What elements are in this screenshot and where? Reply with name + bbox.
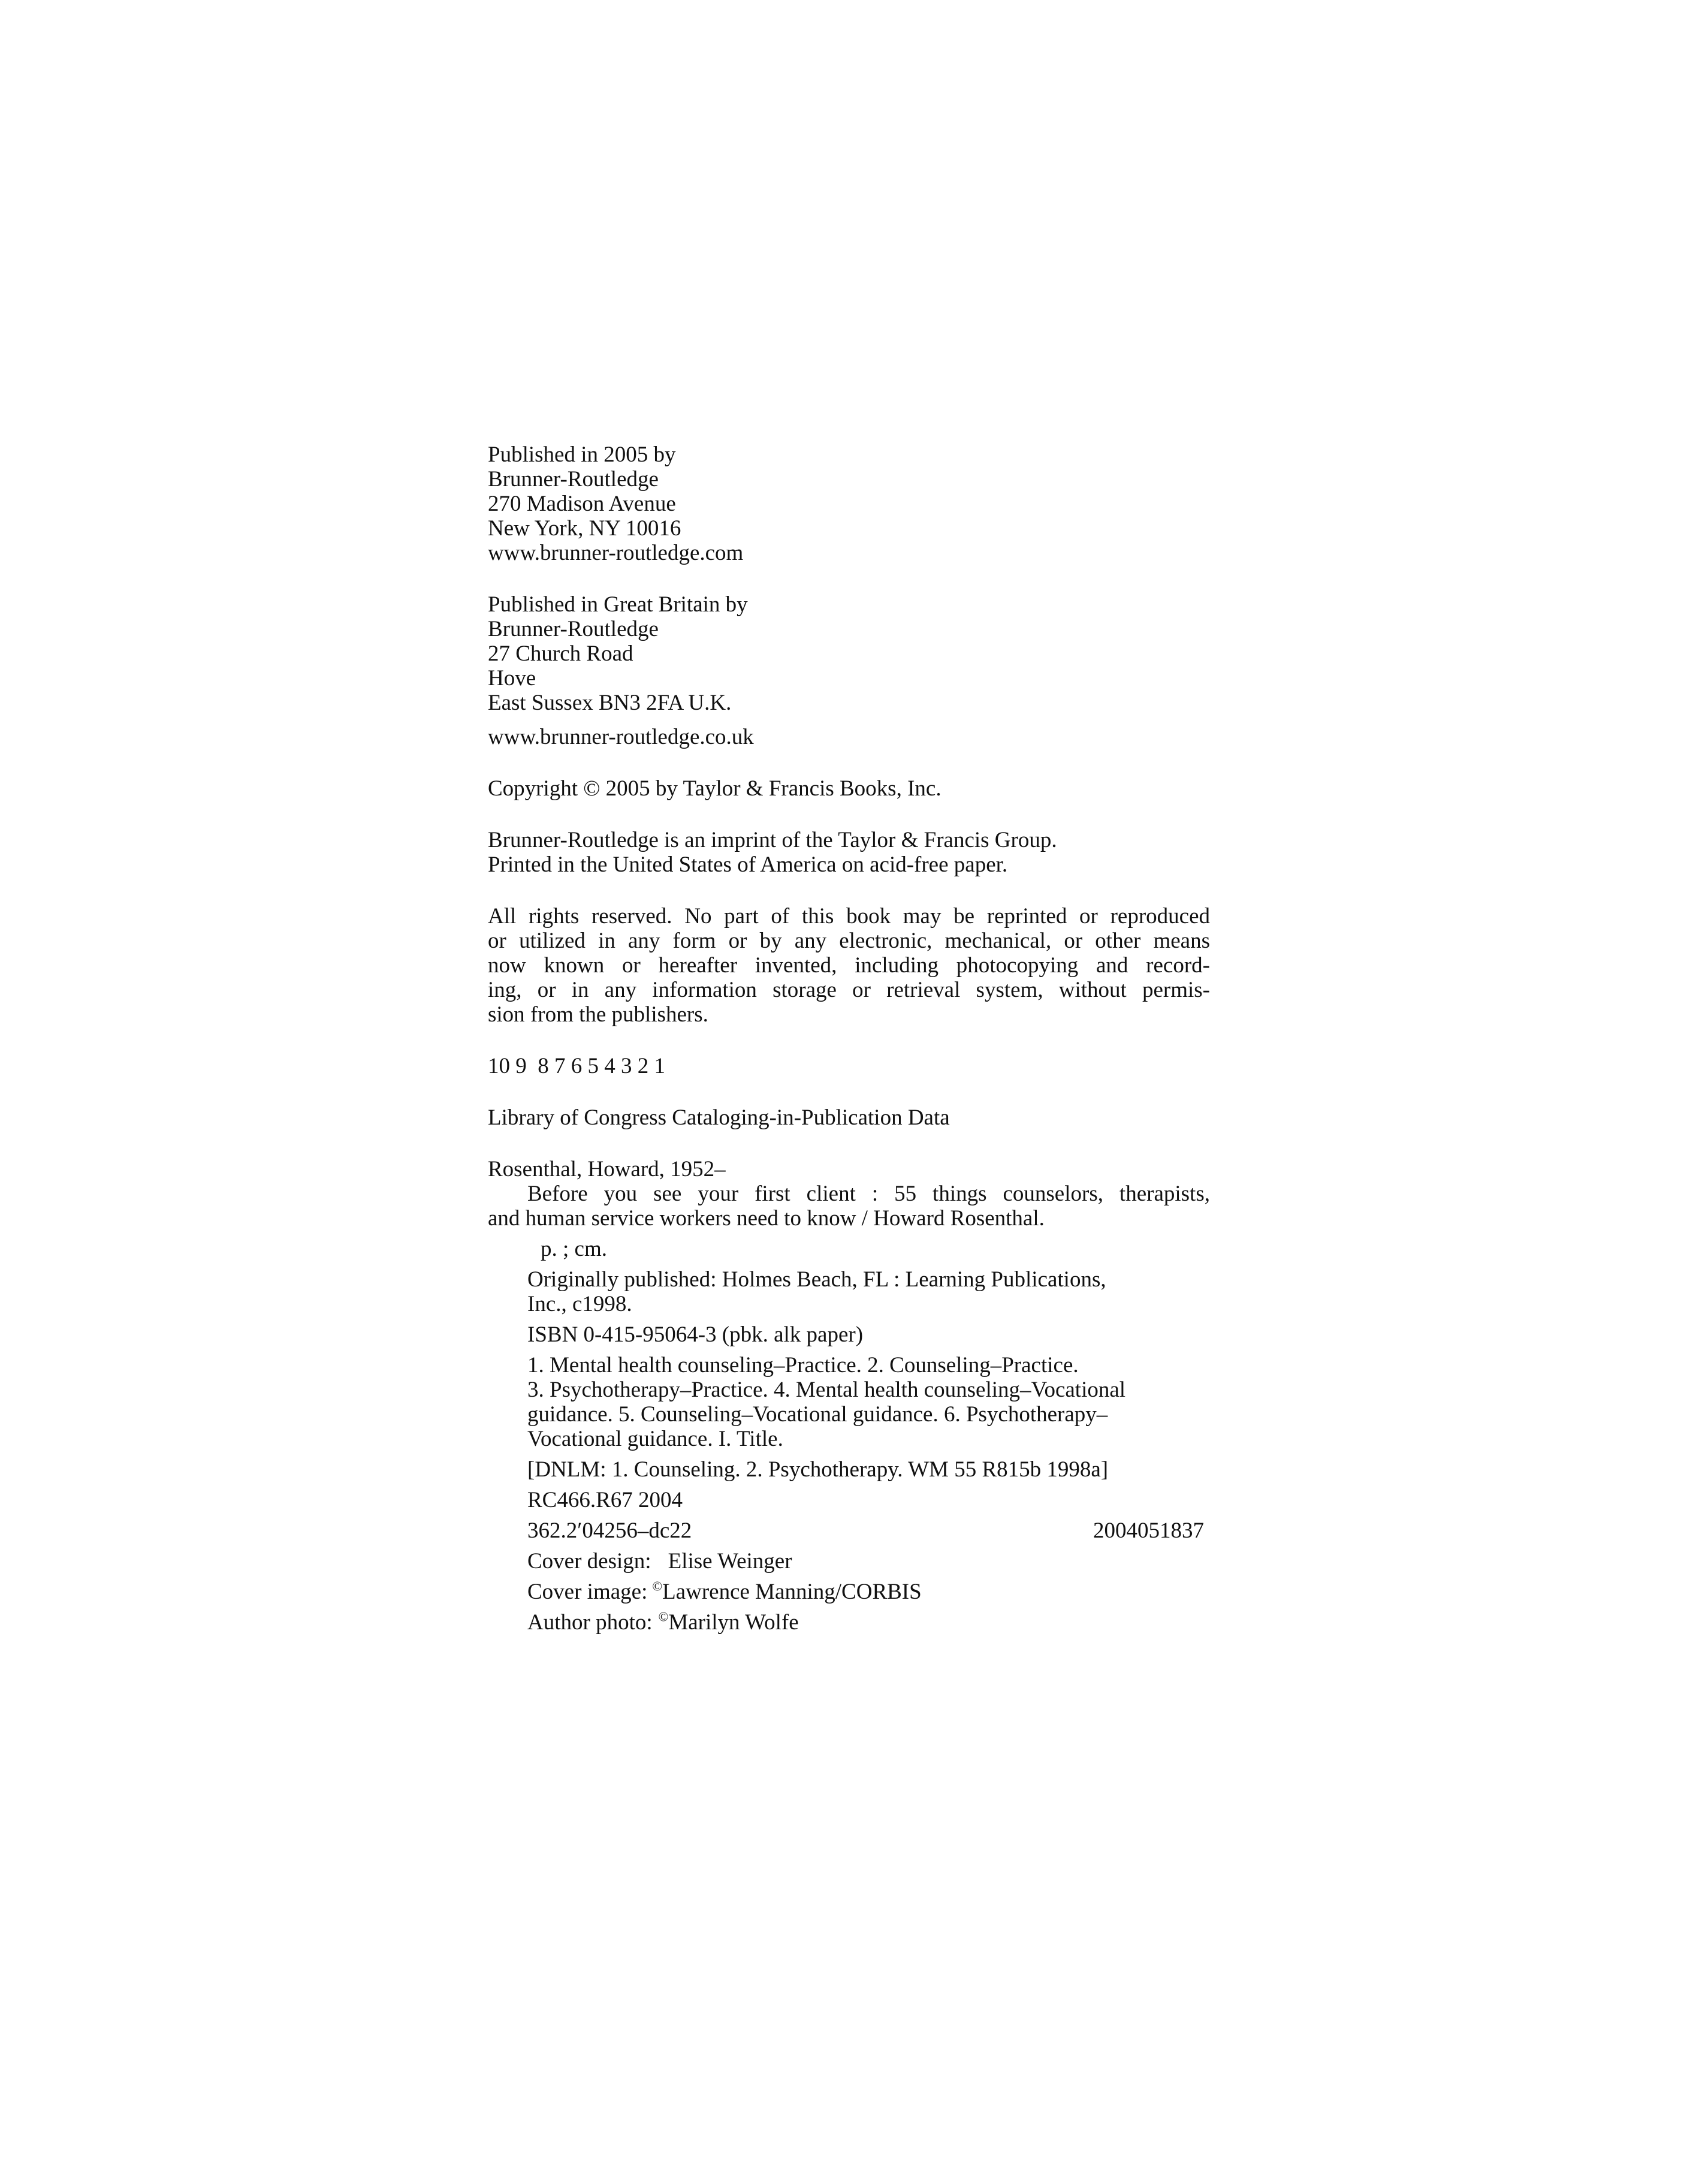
cip-lc-class: RC466.R67 2004: [527, 1488, 683, 1512]
copyright-symbol: ©: [652, 1578, 663, 1594]
cip-subject-line: 1. Mental health counseling–Practice. 2. Counseling–Practice.: [527, 1353, 1079, 1378]
uk-publisher-website: www.brunner-routledge.co.uk: [488, 725, 754, 749]
copyright-symbol: ©: [658, 1609, 669, 1624]
cip-lccn: 2004051837: [1093, 1518, 1204, 1543]
us-publisher-website: www.brunner-routledge.com: [488, 541, 744, 565]
cip-original-line: Inc., c1998.: [527, 1292, 632, 1316]
cip-title-continued: and human service workers need to know / Howard Rosenthal.: [488, 1206, 1045, 1231]
uk-publisher-county: East Sussex BN3 2FA U.K.: [488, 691, 732, 715]
cip-original-publication: [488, 1267, 1210, 1316]
credits-block: [488, 1549, 1210, 1635]
rights-line: ing, or in any information storage or retrieval system, without permis-: [488, 978, 1210, 1002]
cover-design-value: Elise Weinger: [668, 1549, 792, 1574]
uk-publisher-name: Brunner-Routledge: [488, 617, 659, 641]
rights-line: sion from the publishers.: [488, 1002, 708, 1027]
cip-title: Before you see your first client : 55 things counselors, therapists,: [527, 1182, 1210, 1206]
us-publisher-block: [488, 442, 1210, 565]
uk-publisher-block: [488, 592, 1210, 749]
author-photo-value: Marilyn Wolfe: [668, 1610, 799, 1635]
rights-line: or utilized in any form or by any electronic, mechanical, or other means: [488, 929, 1210, 953]
cip-dewey: 362.2′04256–dc22: [527, 1518, 692, 1543]
uk-publisher-street: 27 Church Road: [488, 641, 633, 666]
cover-design-credit: [488, 1549, 1210, 1574]
imprint-block: [488, 828, 1210, 877]
cip-subject-line: 3. Psychotherapy–Practice. 4. Mental health counseling–Vocational: [527, 1378, 1126, 1402]
cover-image-value: Lawrence Manning/CORBIS: [662, 1580, 922, 1604]
imprint-statement: Brunner-Routledge is an imprint of the Taylor & Francis Group.: [488, 828, 1057, 852]
cover-image-label: Cover image:: [527, 1580, 648, 1604]
printing-numbers: 10 9 8 7 6 5 4 3 2 1: [488, 1054, 665, 1078]
cip-subjects: [488, 1353, 1210, 1451]
rights-line: now known or hereafter invented, including photocopying and record-: [488, 953, 1210, 978]
uk-publisher-town: Hove: [488, 666, 536, 691]
us-publisher-street: 270 Madison Avenue: [488, 492, 676, 516]
rights-paragraph: [488, 904, 1210, 1027]
cover-image-credit: [488, 1580, 1210, 1604]
cip-physical: p. ; cm.: [541, 1237, 607, 1261]
cover-design-label: Cover design:: [527, 1549, 651, 1574]
uk-publisher-line: Published in Great Britain by: [488, 592, 748, 617]
cip-heading: Library of Congress Cataloging-in-Publication Data: [488, 1105, 950, 1130]
rights-line: All rights reserved. No part of this book may be reprinted or reproduced: [488, 904, 1210, 929]
us-publisher-name: Brunner-Routledge: [488, 467, 659, 492]
cip-author: Rosenthal, Howard, 1952–: [488, 1157, 726, 1182]
cip-dnlm: [DNLM: 1. Counseling. 2. Psychotherapy. WM 55 R815b 1998a]: [527, 1457, 1109, 1482]
copyright-notice: Copyright © 2005 by Taylor & Francis Books, Inc.: [488, 776, 941, 801]
us-publisher-city: New York, NY 10016: [488, 516, 681, 541]
author-photo-credit: [488, 1610, 1210, 1635]
cip-dewey-row: [488, 1518, 1210, 1543]
author-photo-label: Author photo:: [527, 1610, 653, 1635]
us-publisher-line: Published in 2005 by: [488, 442, 676, 467]
cip-original-line: Originally published: Holmes Beach, FL : Learning Publications,: [527, 1267, 1106, 1292]
cip-isbn: ISBN 0-415-95064-3 (pbk. alk paper): [527, 1322, 864, 1347]
cip-record: [488, 1157, 1210, 1543]
cip-subject-line: Vocational guidance. I. Title.: [527, 1427, 783, 1451]
printing-statement: Printed in the United States of America on acid-free paper.: [488, 852, 1008, 877]
cip-subject-line: guidance. 5. Counseling–Vocational guidance. 6. Psychotherapy–: [527, 1402, 1108, 1427]
copyright-text-block: [488, 442, 1210, 1635]
